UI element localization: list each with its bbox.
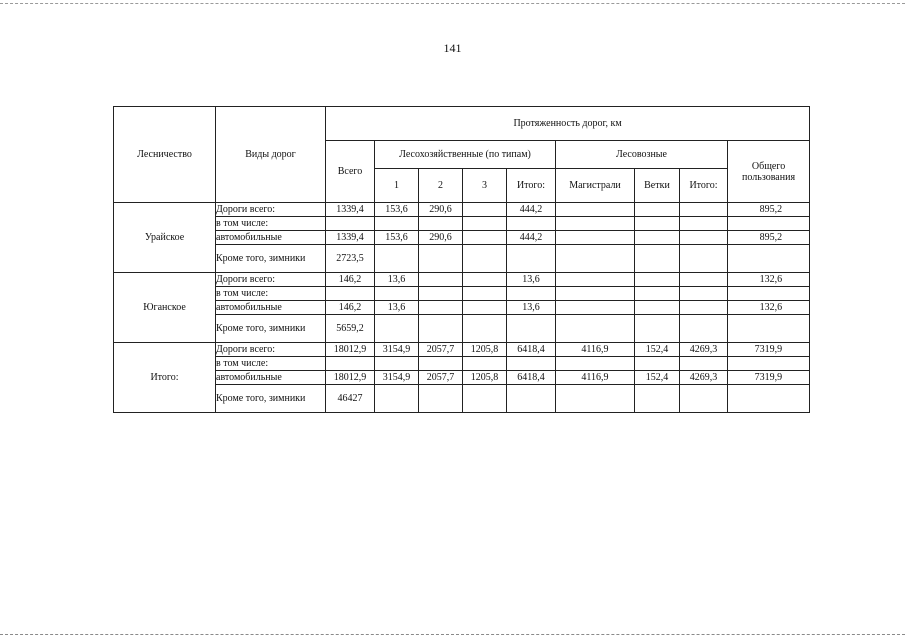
trunk-cell <box>556 231 635 245</box>
branches-cell <box>635 217 680 231</box>
type-1-cell <box>375 385 419 413</box>
logging-total-cell <box>680 357 728 371</box>
type-1-cell <box>375 217 419 231</box>
type-3-cell <box>463 273 507 287</box>
trunk-cell <box>556 217 635 231</box>
type-1-cell: 153,6 <box>375 203 419 217</box>
total-cell: 46427 <box>326 385 375 413</box>
fm-total-cell: 6418,4 <box>507 371 556 385</box>
type-2-cell: 2057,7 <box>419 343 463 357</box>
forestry-name: Юганское <box>114 273 216 343</box>
type-3-cell <box>463 231 507 245</box>
public-use-cell <box>728 385 810 413</box>
type-3-cell <box>463 287 507 301</box>
header-logging-total: Итого: <box>680 169 728 203</box>
header-total: Всего <box>326 141 375 203</box>
public-use-cell: 7319,9 <box>728 371 810 385</box>
road-length-table <box>113 106 810 413</box>
table-row <box>114 343 810 357</box>
public-use-cell <box>728 287 810 301</box>
type-3-cell <box>463 203 507 217</box>
fm-total-cell <box>507 245 556 273</box>
public-use-cell: 7319,9 <box>728 343 810 357</box>
logging-total-cell <box>680 245 728 273</box>
road-type-cell: автомобильные <box>216 301 326 315</box>
forestry-name: Итого: <box>114 343 216 413</box>
type-2-cell <box>419 385 463 413</box>
total-cell: 18012,9 <box>326 371 375 385</box>
logging-total-cell <box>680 385 728 413</box>
type-1-cell: 3154,9 <box>375 371 419 385</box>
fm-total-cell <box>507 217 556 231</box>
scan-edge-bottom <box>0 634 905 635</box>
road-type-cell: Дороги всего: <box>216 203 326 217</box>
logging-total-cell <box>680 315 728 343</box>
header-length-group: Протяженность дорог, км <box>326 107 810 141</box>
total-cell: 146,2 <box>326 301 375 315</box>
table-row <box>114 203 810 217</box>
type-1-cell: 13,6 <box>375 273 419 287</box>
table-row <box>114 371 810 385</box>
trunk-cell: 4116,9 <box>556 343 635 357</box>
trunk-cell <box>556 315 635 343</box>
header-type-1: 1 <box>375 169 419 203</box>
branches-cell <box>635 357 680 371</box>
trunk-cell <box>556 301 635 315</box>
type-2-cell <box>419 301 463 315</box>
type-3-cell <box>463 315 507 343</box>
trunk-cell <box>556 273 635 287</box>
type-1-cell: 153,6 <box>375 231 419 245</box>
total-cell: 5659,2 <box>326 315 375 343</box>
header-type-2: 2 <box>419 169 463 203</box>
type-2-cell: 290,6 <box>419 203 463 217</box>
header-road-types: Виды дорог <box>216 107 326 203</box>
fm-total-cell: 444,2 <box>507 231 556 245</box>
trunk-cell <box>556 203 635 217</box>
road-type-cell: в том числе: <box>216 287 326 301</box>
table-row <box>114 385 810 413</box>
branches-cell <box>635 301 680 315</box>
logging-total-cell <box>680 287 728 301</box>
branches-cell <box>635 273 680 287</box>
header-logging: Лесовозные <box>556 141 728 169</box>
type-3-cell: 1205,8 <box>463 343 507 357</box>
trunk-cell <box>556 245 635 273</box>
public-use-cell: 132,6 <box>728 301 810 315</box>
fm-total-cell <box>507 385 556 413</box>
branches-cell <box>635 385 680 413</box>
road-type-cell: в том числе: <box>216 217 326 231</box>
type-3-cell: 1205,8 <box>463 371 507 385</box>
branches-cell: 152,4 <box>635 343 680 357</box>
table-row <box>114 217 810 231</box>
type-1-cell: 13,6 <box>375 301 419 315</box>
type-3-cell <box>463 217 507 231</box>
type-2-cell <box>419 217 463 231</box>
public-use-cell: 895,2 <box>728 203 810 217</box>
header-trunk: Магистрали <box>556 169 635 203</box>
type-3-cell <box>463 357 507 371</box>
table-row <box>114 357 810 371</box>
public-use-cell: 132,6 <box>728 273 810 287</box>
type-2-cell <box>419 315 463 343</box>
page-number: 141 <box>443 41 462 55</box>
total-cell: 1339,4 <box>326 231 375 245</box>
road-type-cell: Кроме того, зимники <box>216 245 326 273</box>
type-3-cell <box>463 385 507 413</box>
table-row <box>114 287 810 301</box>
type-1-cell <box>375 315 419 343</box>
type-1-cell <box>375 287 419 301</box>
table-row <box>114 245 810 273</box>
header-branches: Ветки <box>635 169 680 203</box>
public-use-cell <box>728 357 810 371</box>
total-cell: 146,2 <box>326 273 375 287</box>
branches-cell <box>635 245 680 273</box>
trunk-cell <box>556 357 635 371</box>
table-row <box>114 231 810 245</box>
type-1-cell <box>375 357 419 371</box>
logging-total-cell <box>680 273 728 287</box>
header-type-3: 3 <box>463 169 507 203</box>
road-type-cell: автомобильные <box>216 371 326 385</box>
total-cell <box>326 217 375 231</box>
total-cell <box>326 287 375 301</box>
branches-cell <box>635 287 680 301</box>
road-type-cell: Дороги всего: <box>216 343 326 357</box>
road-type-cell: Кроме того, зимники <box>216 385 326 413</box>
total-cell: 18012,9 <box>326 343 375 357</box>
branches-cell <box>635 231 680 245</box>
branches-cell <box>635 203 680 217</box>
road-type-cell: Кроме того, зимники <box>216 315 326 343</box>
logging-total-cell <box>680 203 728 217</box>
type-2-cell: 2057,7 <box>419 371 463 385</box>
table-row <box>114 315 810 343</box>
header-public-use: Общего пользования <box>728 141 810 203</box>
logging-total-cell <box>680 217 728 231</box>
type-2-cell <box>419 357 463 371</box>
logging-total-cell <box>680 231 728 245</box>
total-cell: 2723,5 <box>326 245 375 273</box>
public-use-cell <box>728 217 810 231</box>
road-type-cell: Дороги всего: <box>216 273 326 287</box>
fm-total-cell: 444,2 <box>507 203 556 217</box>
fm-total-cell <box>507 287 556 301</box>
trunk-cell: 4116,9 <box>556 371 635 385</box>
road-type-cell: автомобильные <box>216 231 326 245</box>
logging-total-cell <box>680 301 728 315</box>
header-forestry: Лесничество <box>114 107 216 203</box>
fm-total-cell: 6418,4 <box>507 343 556 357</box>
public-use-cell: 895,2 <box>728 231 810 245</box>
logging-total-cell: 4269,3 <box>680 343 728 357</box>
table-row <box>114 273 810 287</box>
total-cell <box>326 357 375 371</box>
fm-total-cell: 13,6 <box>507 273 556 287</box>
type-2-cell <box>419 273 463 287</box>
scan-edge-top <box>0 3 905 4</box>
fm-total-cell <box>507 357 556 371</box>
type-3-cell <box>463 245 507 273</box>
logging-total-cell: 4269,3 <box>680 371 728 385</box>
branches-cell: 152,4 <box>635 371 680 385</box>
total-cell: 1339,4 <box>326 203 375 217</box>
fm-total-cell <box>507 315 556 343</box>
header-forestry-management: Лесохозяйственные (по типам) <box>375 141 556 169</box>
forestry-name: Урайское <box>114 203 216 273</box>
header-fm-total: Итого: <box>507 169 556 203</box>
type-1-cell <box>375 245 419 273</box>
public-use-cell <box>728 315 810 343</box>
type-2-cell: 290,6 <box>419 231 463 245</box>
type-1-cell: 3154,9 <box>375 343 419 357</box>
trunk-cell <box>556 287 635 301</box>
table-row <box>114 301 810 315</box>
fm-total-cell: 13,6 <box>507 301 556 315</box>
trunk-cell <box>556 385 635 413</box>
type-2-cell <box>419 245 463 273</box>
road-type-cell: в том числе: <box>216 357 326 371</box>
type-3-cell <box>463 301 507 315</box>
type-2-cell <box>419 287 463 301</box>
public-use-cell <box>728 245 810 273</box>
branches-cell <box>635 315 680 343</box>
